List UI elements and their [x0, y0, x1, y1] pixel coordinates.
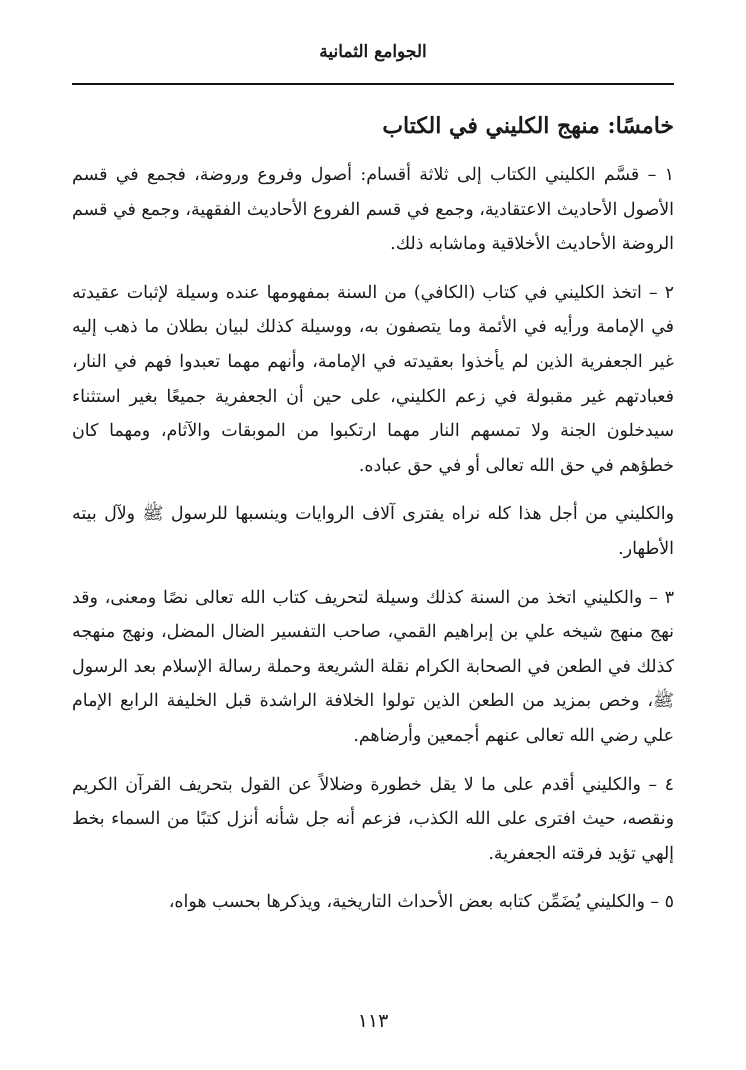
paragraph-2-continued: والكليني من أجل هذا كله نراه يفترى آلاف الروايات وينسبها للرسول ﷺ ولآل بيته الأطهار.	[72, 504, 674, 559]
running-header: الجوامع الثمانية	[319, 42, 427, 62]
paragraph-1: ١ – قسَّم الكليني الكتاب إلى ثلاثة أقسام: أصول وفروع وروضة، فجمع في قسم الأصول الأحاديث الاعتقادية، وجمع في قسم الفروع الأحاديث الفقهية، وجمع في قسم الروضة الأحاديث الأخلاقية وماشابه ذلك.	[72, 165, 674, 255]
page-number: ١١٣	[357, 1010, 389, 1032]
paragraph-3: ٣ – والكليني اتخذ من السنة كذلك وسيلة لتحريف كتاب الله تعالى نصًا ومعنى، وقد نهج منهج شيخه علي بن إبراهيم القمي، صاحب التفسير الضال المضل، ونهج منهجه كذلك في الطعن في الصحابة الكرام نقلة الشريعة وحملة رسالة الإسلام بعد الرسول ﷺ، وخص بمزيد من الطعن الذين تولوا الخلافة الراشدة قبل الخليفة الرابع الإمام علي رضي الله تعالى عنهم أجمعين وأرضاهم.	[72, 587, 674, 746]
paragraph-5: ٥ – والكليني يُضَمِّن كتابه بعض الأحداث التاريخية، ويذكرها بحسب هواه،	[168, 892, 674, 913]
section-heading: خامسًا: منهج الكليني في الكتاب	[382, 113, 674, 139]
header-rule	[72, 83, 674, 85]
paragraph-4: ٤ – والكليني أقدم على ما لا يقل خطورة وضلالاً عن القول بتحريف القرآن الكريم ونقصه، حيث افترى على الله الكذب، فزعم أنه جل شأنه أنزل كتبًا من السماء بخط إلهي تؤيد فرقته الجعفرية.	[72, 774, 674, 864]
page-body	[72, 100, 674, 934]
paragraph-2: ٢ – اتخذ الكليني في كتاب (الكافي) من السنة بمفهومها عنده وسيلة لإثبات عقيدته في الإمامة ورأيه في الأئمة وما يتصفون به، ووسيلة كذلك لبيان بطلان ما ذهب إليه غير الجعفرية الذين لم يأخذوا بعقيدته في الإمامة، وأنهم مهما تعبدوا فهم في النار، فعبادتهم غير مقبولة في زعم الكليني، على حين أن الجعفرية جميعًا بغير استثناء سيدخلون الجنة ولا تمسهم النار مهما ارتكبوا من الموبقات والآثام، ومهما كان خطؤهم في حق الله تعالى أو في حق عباده.	[72, 282, 674, 476]
